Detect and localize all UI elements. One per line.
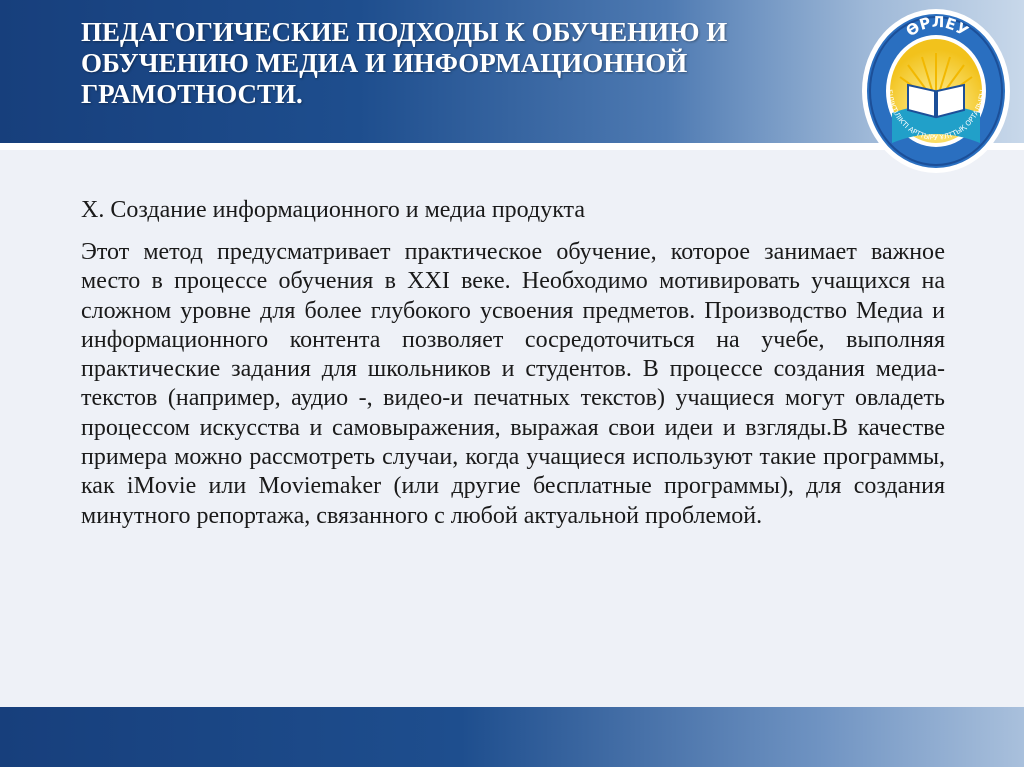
logo-top-text: ӨРЛЕУ xyxy=(902,12,972,41)
body-paragraph: Этот метод предусматривает практическое обучение, которое занимает важное место в процессе обучения в XXI веке. Необходимо мотивировать учащихся на сложном уровне для более глубокого усвоения предметов. Производство Медиа и информационного контента позволяет сосредоточиться на учебе, выполняя практические задания для школьников и студентов. В процессе создания медиа-текстов (например, аудио -, видео-и печатных текстов) учащиеся могут овладеть процессом искусства и самовыражения, выражая свои идеи и взгляды.В качестве примера можно рассмотреть случаи, когда учащиеся используют такие программы, как iMovie или Moviemaker (или другие бесплатные программы), для создания минутного репортажа, связанного с любой актуальной проблемой. xyxy=(81,239,945,529)
slide-title xyxy=(81,17,801,110)
title-line-1: ПЕДАГОГИЧЕСКИЕ ПОДХОДЫ К ОБУЧЕНИЮ И xyxy=(81,17,728,47)
title-line-3: ГРАМОТНОСТИ. xyxy=(81,79,303,109)
footer-band xyxy=(0,707,1024,767)
title-line-2: ОБУЧЕНИЮ МЕДИА И ИНФОРМАЦИОННОЙ xyxy=(81,48,688,78)
orleu-logo xyxy=(858,5,1013,177)
logo-ring-text: БІЛІКТІЛІКТІ АРТТЫРУ ҰЛТТЫҚ ОРТАЛЫҒЫ xyxy=(885,88,987,142)
section-subtitle: X. Создание информационного и медиа продукта xyxy=(81,197,585,223)
